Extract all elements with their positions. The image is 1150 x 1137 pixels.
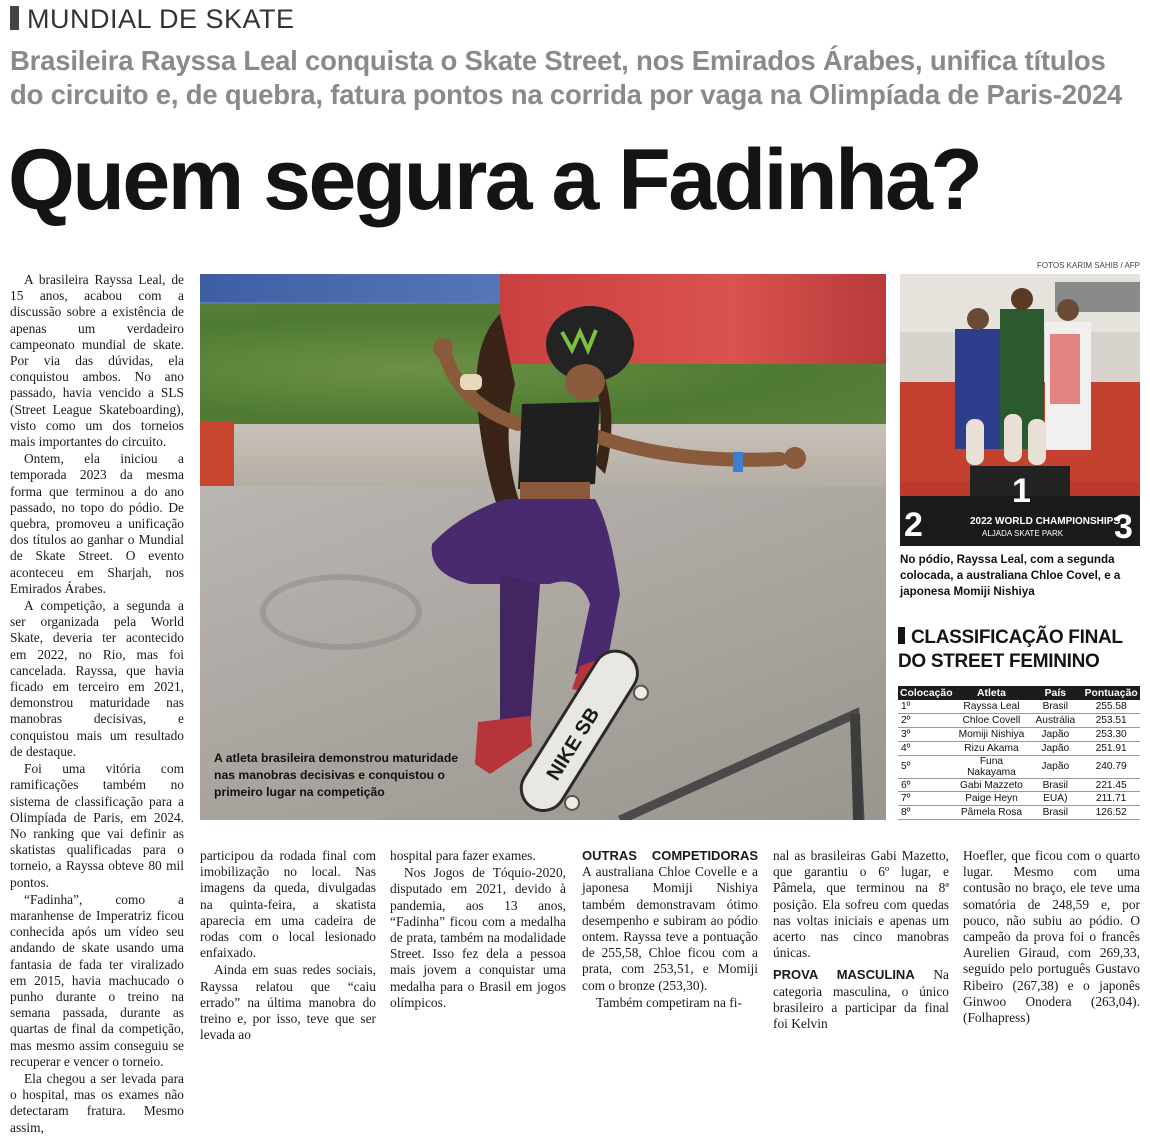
podium-photo [900, 274, 1140, 546]
flag-japan [1050, 334, 1080, 404]
kicker: Brasileira Rayssa Leal conquista o Skate Street, nos Emirados Árabes, unifica títulos do circuito e, de quebra, fatura pontos na corrida por vaga na Olimpíada de Paris-2024 [10, 45, 1123, 110]
header-country: País [1028, 686, 1082, 700]
classification-table [898, 686, 1140, 820]
right-arm [590, 434, 780, 460]
board-trophy [1004, 414, 1022, 462]
headline: Quem segura a Fadinha? [8, 132, 981, 228]
subhead-outras: OUTRAS COMPETIDORAS [582, 848, 758, 863]
paragraph: Também competiram na fi- [596, 994, 742, 1010]
section-bar [10, 6, 19, 30]
table-row [898, 778, 1140, 792]
skater-illustration [200, 274, 886, 820]
section-label [10, 4, 295, 35]
table-row [898, 727, 1140, 741]
podium-banner-text: 2022 WORLD CHAMPIONSHIPS [970, 516, 1121, 527]
cell-country: Brasil [1028, 778, 1082, 792]
paragraph-text: Na categoria masculina, o único brasileiro a participar da final foi Kelvin [773, 967, 950, 1032]
cell-position: 3º [898, 727, 955, 741]
cell-athlete: Chloe Covell [955, 713, 1029, 727]
cell-score: 211.71 [1082, 792, 1140, 806]
athlete-head [1057, 299, 1079, 321]
paragraph: Hoefler, que ficou com o quarto lugar. Mesmo com uma contusão no braço, ele teve uma somatória de 248,59 e, por pouco, não subiu ao pódio. O campeão da prova foi o francês Aurelien Giraud, com 269,33, seguido pelo português Gustavo Ribeiro (267,38) e o japonês Ginwoo Onodera (263,04). (Folhapress) [963, 848, 1140, 1026]
table-row [898, 741, 1140, 755]
header-athlete: Atleta [955, 686, 1029, 700]
face [565, 364, 605, 400]
paragraph: Ainda em suas redes sociais, Rayssa relatou que “caiu errado” na última manobra do treino e, por isso, teve que ser levada ao [200, 962, 376, 1043]
tank-top [518, 402, 600, 489]
paragraph: “Fadinha”, como a maranhense de Imperatriz ficou conhecida após um vídeo seu andando de skate usando uma fantasia de fada ter viralizado em 2015, havia machucado o punho durante o treino na semana passada, durante as quartas de final da competição, mas mesmo assim conseguiu se recuperar e vencer o torneio. [10, 891, 184, 1069]
board-trophy [1028, 419, 1046, 465]
cell-athlete: Momiji Nishiya [955, 727, 1029, 741]
cell-score: 253.30 [1082, 727, 1140, 741]
left-leg [500, 574, 540, 729]
table-title-text: CLASSIFICAÇÃO FINAL DO STREET FEMININO [898, 627, 1123, 672]
rail-post [855, 714, 858, 820]
paragraph: hospital para fazer exames. [390, 848, 536, 863]
table-header-row [898, 686, 1140, 700]
cell-athlete: Funa Nakayama [955, 755, 1029, 778]
table-row [898, 700, 1140, 713]
cell-position: 1º [898, 700, 955, 713]
cell-score: 221.45 [1082, 778, 1140, 792]
main-photo [200, 274, 886, 820]
header-position: Colocação [900, 687, 953, 699]
wristband [733, 452, 743, 472]
paragraph: Ela chegou a ser levada para o hospital, mas os exames não detectaram fratura. Mesmo assim, [10, 1070, 184, 1135]
podium-caption: No pódio, Rayssa Leal, com a segunda colocada, a australiana Chloe Covel, e a japonesa Momiji Nishiya [900, 553, 1121, 598]
cell-athlete: Paige Heyn [955, 792, 1029, 806]
cell-athlete: Gabi Mazzeto [955, 778, 1029, 792]
left-hand [433, 338, 453, 358]
body-column-6 [963, 848, 1140, 1027]
paragraph: Foi uma vitória com ramificações também no sistema de classificação para a Olimpíada de Paris, em 2024. No ranking que vai definir as skatistas qualificadas para o torneio, a Rayssa obteve 80 mil pontos. [10, 761, 184, 890]
handrail [620, 714, 860, 820]
table-title-bar [898, 627, 905, 644]
athlete-head [1011, 288, 1033, 310]
main-photo-caption: A atleta brasileira demonstrou maturidade nas manobras decisivas e conquistou o primeiro lugar na competição [214, 751, 459, 799]
cell-position: 2º [898, 713, 955, 727]
paragraph: A brasileira Rayssa Leal, de 15 anos, acabou com a discussão sobre a existência de apenas um verdadeiro campeonato mundial de skate. Por via das dúvidas, ela conquistou ambos. No ano passado, havia vencido a SLS (Street League Skateboarding), visto como um dos torneios mais importantes do circuito. [10, 272, 184, 450]
podium-number-1: 1 [1012, 472, 1031, 510]
paragraph [773, 967, 949, 1032]
podium-banner-sub: ALJADA SKATE PARK [982, 529, 1064, 538]
athlete-head [967, 308, 989, 330]
cell-athlete: Rayssa Leal [955, 700, 1029, 713]
subhead-prova-masculina: PROVA MASCULINA [773, 967, 915, 983]
podium-number-2: 2 [904, 506, 923, 544]
cell-athlete: Pâmela Rosa [955, 806, 1029, 820]
wrist-wrap [460, 374, 482, 390]
board-trophy [966, 419, 984, 465]
cell-score: 126.52 [1082, 806, 1140, 820]
right-hand [784, 447, 806, 469]
paragraph: Nos Jogos de Tóquio-2020, disputado em 2021, devido à pandemia, aos 13 anos, “Fadinha” ficou com a medalha de prata, também na modalidade Street. Isso fez dela a pessoa mais jovem a conquistar uma medalha para o Brasil em jogos olímpicos. [390, 865, 566, 1010]
table-row [898, 713, 1140, 727]
cell-score: 251.91 [1082, 741, 1140, 755]
left-shoe [475, 716, 532, 774]
cell-position: 6º [898, 778, 955, 792]
cell-country: Japão [1028, 727, 1082, 741]
paragraph-text: A australiana Chloe Covelle e a japonesa Momiji Nishiya também demonstravam ótimo desempenho e subiram ao pódio ontem. Rayssa teve a pontuação de 255,58, Chloe ficou com a prata, com 253,51, e Momiji com o bronze (253,30). [582, 864, 758, 993]
table-row [898, 755, 1140, 778]
paragraph: nal as brasileiras Gabi Mazetto, que garantiu o 6º lugar, e Pâmela, que terminou na 8ª posição. Ela sofreu com quedas nas voltas iniciais e apenas um acerto nas cinco manobras únicas. [773, 848, 949, 961]
cell-country: Austrália [1028, 713, 1082, 727]
midriff [520, 482, 590, 500]
cell-position: 4º [898, 741, 955, 755]
table-row [898, 806, 1140, 820]
podium-number-3: 3 [1114, 508, 1133, 546]
cell-athlete: Rizu Akama [955, 741, 1029, 755]
cell-country: Japão [1028, 741, 1082, 755]
body-column-5 [773, 848, 949, 1033]
cell-country: Japão [1028, 755, 1082, 778]
body-column-2 [200, 848, 376, 1044]
podium-illustration [900, 274, 1140, 546]
header-score: Pontuação [1082, 686, 1140, 700]
cell-score: 253.51 [1082, 713, 1140, 727]
section-label-text: MUNDIAL DE SKATE [27, 4, 295, 34]
body-column-1 [10, 272, 184, 1137]
body-column-3 [390, 848, 566, 1012]
body-column-4 [582, 848, 758, 1012]
cell-score: 240.79 [1082, 755, 1140, 778]
paragraph: A competição, a segunda a ser organizada pela World Skate, deveria ter acontecido em 2022, no Rio, mas foi cancelada. Rayssa, que havia ficado em terceiro em 2021, demonstrou maturidade nas manobras decisivas, e conquistou mais um resultado de destaque. [10, 598, 184, 759]
table-title [898, 626, 1140, 674]
paragraph [582, 848, 758, 994]
cell-score: 255.58 [1082, 700, 1140, 713]
cell-position: 7º [898, 792, 955, 806]
board-text: NIKE SB [542, 703, 605, 785]
cell-position: 5º [898, 755, 955, 778]
cell-country: Brasil [1028, 700, 1082, 713]
cell-position: 8º [898, 806, 955, 820]
photo-credit: FOTOS KARIM SAHIB / AFP [1037, 261, 1140, 270]
cell-country: Brasil [1028, 806, 1082, 820]
table-row [898, 792, 1140, 806]
cell-country: EUA) [1028, 792, 1082, 806]
paragraph: Ontem, ela iniciou a temporada 2023 da mesma forma que terminou a do ano passado, no topo do pódio. De quebra, promoveu a unificação dos títulos ao ganhar o Mundial de Skate Street. O evento aconteceu em Sharjah, nos Emirados Árabes. [10, 451, 184, 596]
paragraph: participou da rodada final com imobilização no local. Nas imagens da queda, divulgadas na quinta-feira, a skatista aparecia em uma cadeira de rodas com o local lesionado enfaixado. [200, 848, 376, 961]
